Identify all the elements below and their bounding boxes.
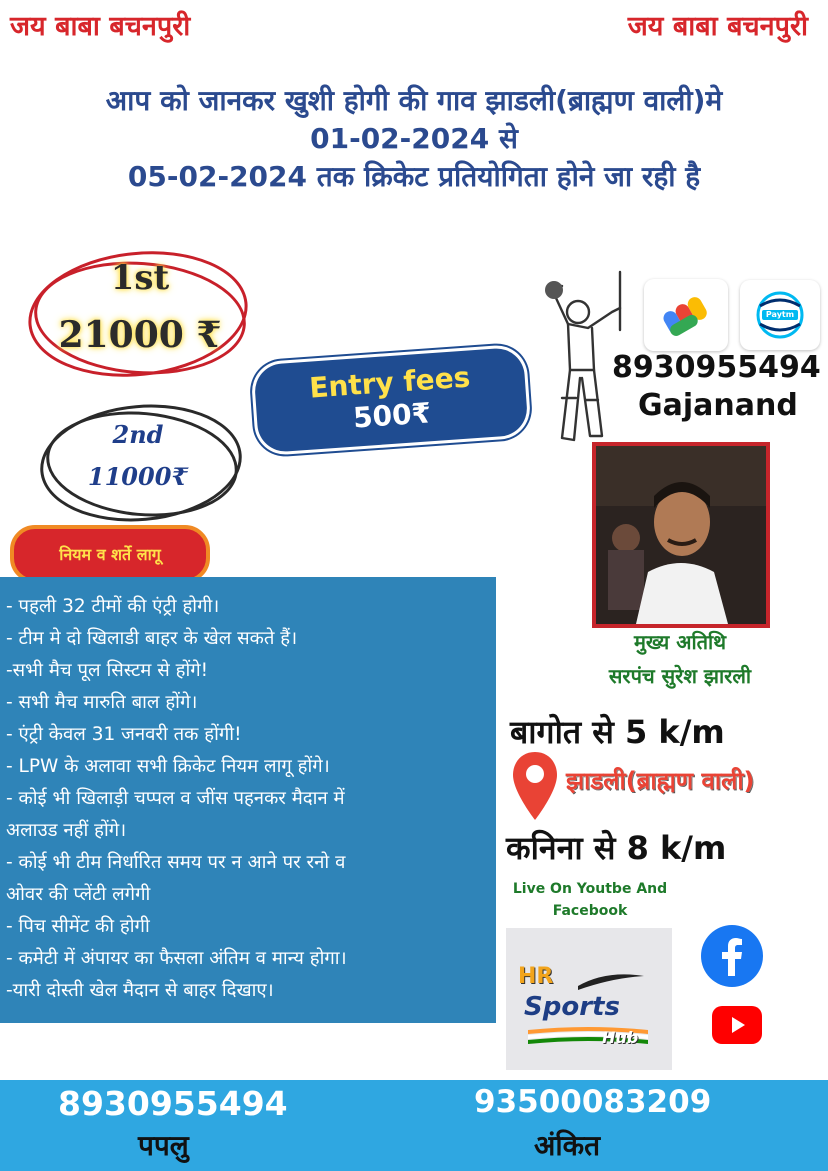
village-name: झाडली(ब्राह्मण वाली)	[566, 767, 755, 795]
rule-item: - एंट्री केवल 31 जनवरी तक होंगी!	[6, 724, 242, 745]
payment-phone: 8930955494	[612, 350, 821, 385]
first-prize-amount: 21000 ₹	[58, 314, 222, 356]
rule-item: - पिच सीमेंट की होगी	[6, 916, 150, 937]
hr-sports-hub-logo	[506, 928, 672, 1070]
chief-guest-name: सरपंच सुरेश झारली	[608, 664, 752, 688]
entry-fees-amount: 500₹	[352, 396, 433, 435]
contact-footer	[0, 1080, 828, 1171]
rule-item: - कोई भी खिलाड़ी चप्पल व जींस पहनकर मैदान में	[6, 788, 345, 809]
rule-item: - LPW के अलावा सभी क्रिकेट नियम लागू होंगे।	[6, 756, 330, 777]
contact-name-1: पपलु	[138, 1129, 189, 1162]
live-info-line-2: Facebook	[552, 903, 628, 919]
paytm-label: Paytm	[765, 310, 795, 319]
rule-item: - टीम मे दो खिलाडी बाहर के खेल सकते हैं।	[6, 628, 298, 649]
live-info	[500, 878, 680, 922]
distance-kanina: कनिना से 8 k/m	[506, 829, 727, 867]
entry-fees-label: Entry fees	[308, 360, 472, 405]
location-pin-icon	[510, 750, 560, 822]
rule-item: ओवर की प्लेंटी लगेगी	[6, 884, 151, 905]
announcement-line-3: 05-02-2024 तक क्रिकेट प्रतियोगिता होने जा रही है	[127, 159, 701, 193]
header-jai-left: जय बाबा बचनपुरी	[10, 11, 191, 42]
logo-sports-text: Sports	[524, 992, 620, 1022]
live-info-line-1: Live On Youtbe And	[512, 881, 668, 897]
google-pay-card	[644, 279, 728, 351]
logo-hub-text: Hub	[602, 1028, 639, 1047]
logo-hr-text: HR	[518, 964, 554, 989]
announcement-line-2: 01-02-2024 से	[310, 121, 518, 155]
rule-item: -सभी मैच पूल सिस्टम से होंगे!	[6, 660, 209, 681]
announcement	[0, 82, 828, 195]
guest-portrait-image	[596, 446, 766, 624]
chief-guest-title: मुख्य अतिथि	[633, 630, 727, 654]
rule-item: - कोई भी टीम निर्धारित समय पर न आने पर रनो व	[6, 852, 346, 873]
contact-phone-2: 93500083209	[474, 1084, 712, 1120]
announcement-line-1: आप को जानकर खुशी होगी की गाव झाडली(ब्राह्मण वाली)मे	[105, 84, 723, 117]
logo-swoosh-icon	[576, 968, 646, 992]
paytm-card	[740, 280, 820, 350]
header-jai-right: जय बाबा बचनपुरी	[627, 11, 808, 42]
rules-box	[0, 577, 496, 1023]
first-prize-rank: 1st	[110, 258, 170, 298]
second-prize-amount: 11000₹	[87, 462, 189, 491]
rule-item: - कमेटी में अंपायर का फैसला अंतिम व मान्य होगा।	[6, 948, 347, 969]
rule-item: - पहली 32 टीमों की एंट्री होगी।	[6, 596, 220, 617]
rules-list	[0, 577, 496, 1007]
rule-item: अलाउड नहीं होंगे।	[6, 820, 127, 841]
contact-name-2: अंकित	[534, 1129, 601, 1162]
rule-item: -यारी दोस्ती खेल मैदान से बाहर दिखाए।	[6, 980, 274, 1001]
youtube-icon[interactable]	[712, 1006, 762, 1044]
contact-phone-1: 8930955494	[58, 1084, 288, 1123]
entry-fees-badge	[253, 347, 528, 454]
rules-tag: नियम व शर्ते लागू	[10, 525, 210, 583]
chief-guest-photo	[592, 442, 770, 628]
distance-bagot: बागोत से 5 k/m	[510, 713, 725, 751]
google-pay-icon	[644, 279, 728, 351]
payment-name: Gajanand	[638, 388, 798, 423]
rule-item: - सभी मैच मारुति बाल होंगे।	[6, 692, 198, 713]
facebook-icon[interactable]	[700, 924, 764, 988]
second-prize-rank: 2nd	[112, 420, 164, 449]
